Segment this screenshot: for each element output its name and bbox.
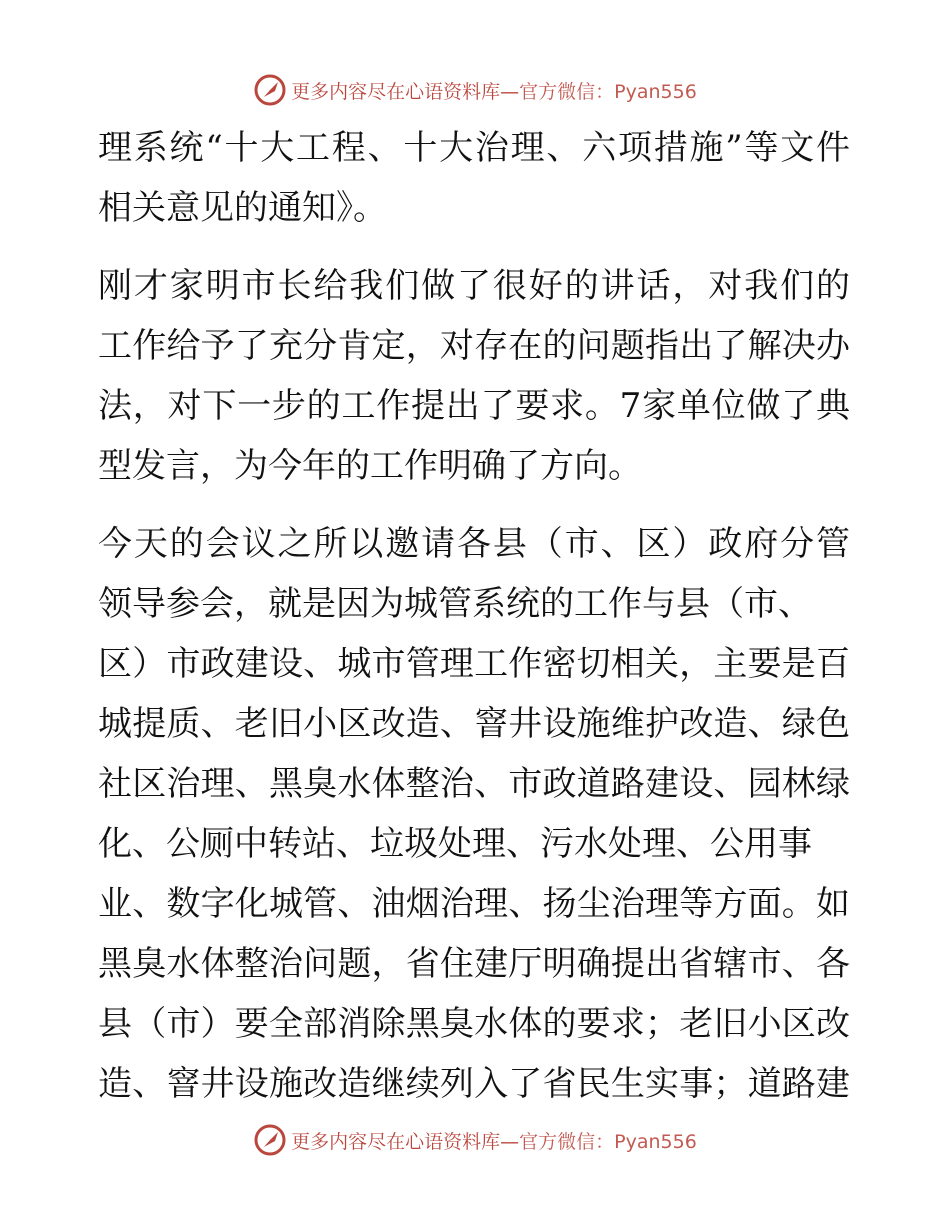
paragraph [98, 256, 850, 496]
watermark-separator: — [500, 1130, 520, 1153]
text-line: 社区治理、黑臭水体整治、市政道路建设、园林绿 [98, 764, 850, 804]
text-line: 工作给予了充分肯定，对存在的问题指出了解决办 [98, 326, 850, 366]
text-line: 黑臭水体整治问题，省住建厅明确提出省辖市、各 [98, 944, 850, 984]
quill-logo-icon [253, 73, 287, 107]
watermark-brand: 更多内容尽在心语资料库 [291, 80, 501, 103]
document-body [98, 118, 850, 1114]
text-line: 法，对下一步的工作提出了要求。7家单位做了典 [98, 386, 850, 426]
paragraph [98, 514, 850, 1114]
text-line: 相关意见的通知》。 [98, 188, 387, 228]
footer-watermark [0, 1120, 950, 1160]
quill-logo-icon [253, 1123, 287, 1157]
text-line: 造、窨井设施改造继续列入了省民生实事；道路建 [98, 1064, 850, 1104]
header-watermark [0, 70, 950, 110]
text-line: 区）市政建设、城市管理工作密切相关，主要是百 [98, 644, 850, 684]
paragraph [98, 118, 850, 238]
text-line: 领导参会，就是因为城管系统的工作与县（市、 [98, 584, 812, 624]
text-line: 型发言，为今年的工作明确了方向。 [98, 446, 642, 486]
watermark-separator: — [500, 80, 520, 103]
watermark-contact: 官方微信：Pyan556 [519, 1130, 697, 1153]
text-line: 理系统“十大工程、十大治理、六项措施”等文件 [98, 128, 850, 168]
text-line: 刚才家明市长给我们做了很好的讲话，对我们的 [98, 266, 850, 306]
watermark-brand: 更多内容尽在心语资料库 [291, 1130, 501, 1153]
text-line: 城提质、老旧小区改造、窨井设施维护改造、绿色 [98, 704, 850, 744]
text-line: 今天的会议之所以邀请各县（市、区）政府分管 [98, 524, 850, 564]
text-line: 化、公厕中转站、垃圾处理、污水处理、公用事 [98, 824, 812, 864]
watermark-contact: 官方微信：Pyan556 [519, 80, 697, 103]
text-line: 业、数字化城管、油烟治理、扬尘治理等方面。如 [98, 884, 850, 924]
text-line: 县（市）要全部消除黑臭水体的要求；老旧小区改 [98, 1004, 850, 1044]
